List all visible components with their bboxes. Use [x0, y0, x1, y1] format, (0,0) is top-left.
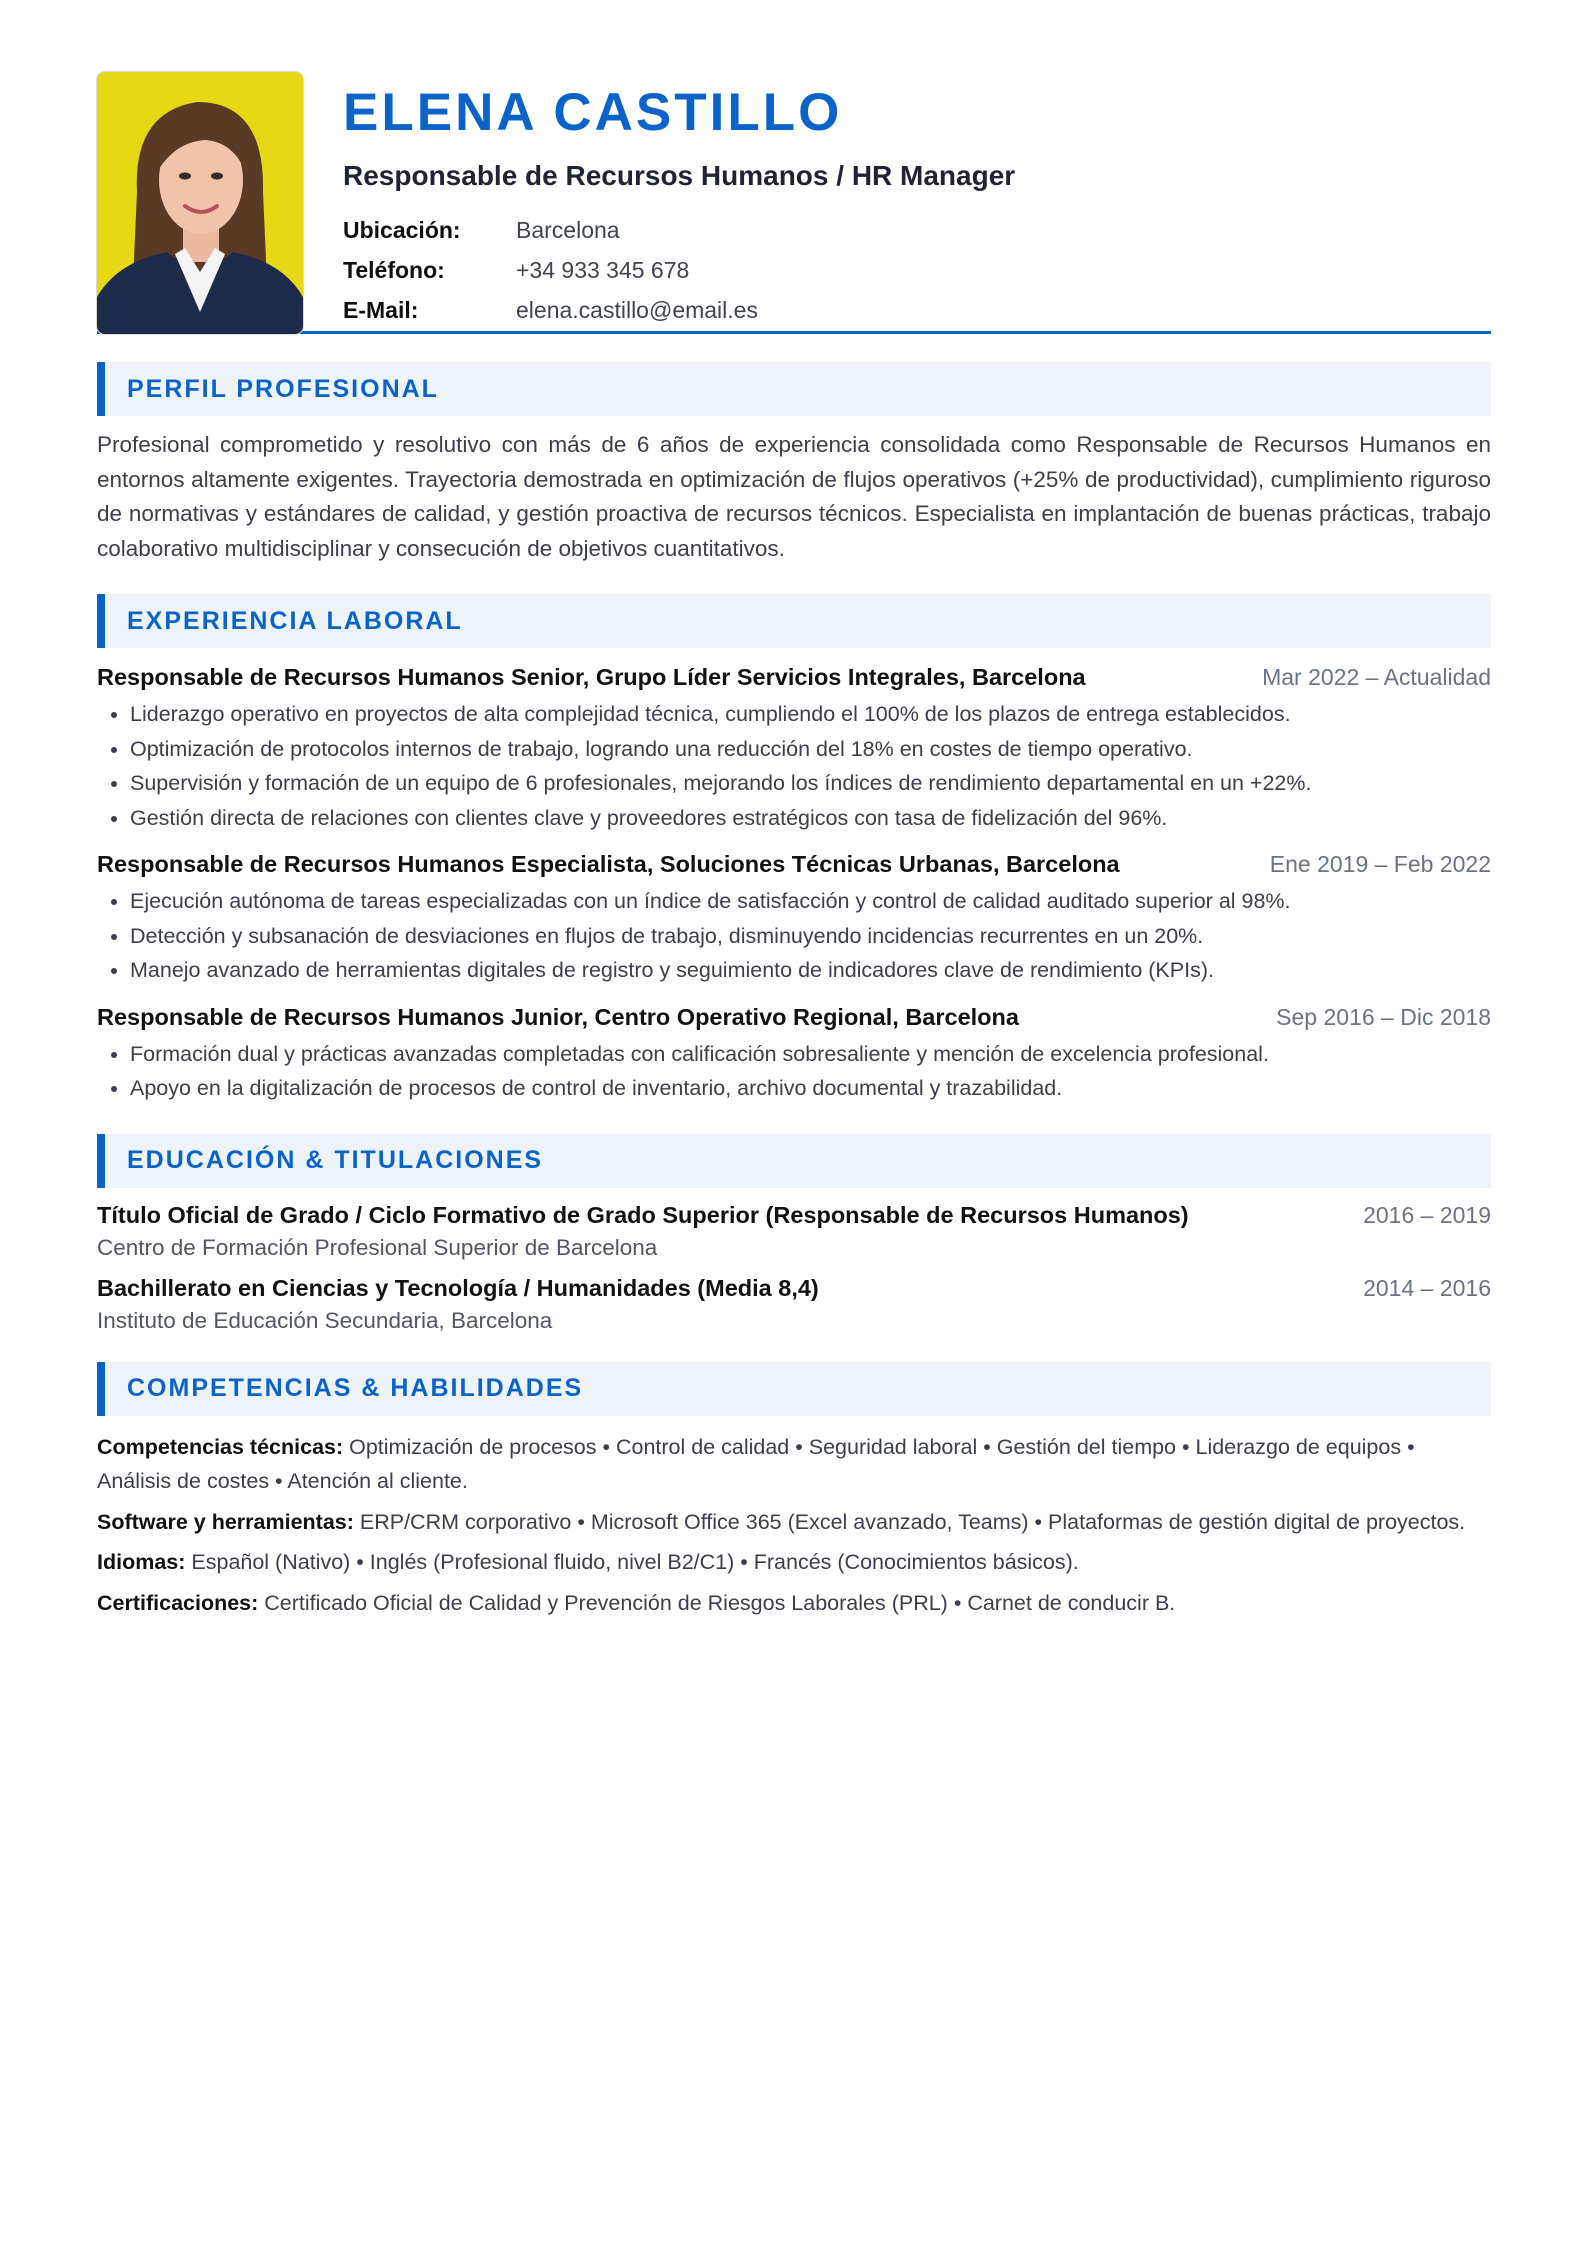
job-bullets [97, 884, 1491, 988]
job-title: Responsable de Recursos Humanos Especialista, Soluciones Técnicas Urbanas, Barcelona [97, 851, 1120, 877]
contact-value: +34 933 345 678 [516, 256, 690, 283]
candidate-name: ELENA CASTILLO [343, 83, 843, 142]
profile-photo [97, 72, 303, 334]
skill-row-certifications [97, 1586, 1491, 1621]
list-item: • Ejecución autónoma de tareas especializadas con un índice de satisfacción y control de calidad auditado superior al 98%. [130, 884, 1491, 919]
job-date: Mar 2022 – Actualidad [1262, 664, 1491, 690]
section-title-education: EDUCACIÓN & TITULACIONES [97, 1134, 1491, 1188]
education-header [97, 1202, 1491, 1229]
skill-label: Idiomas: [97, 1550, 192, 1574]
skill-value: Español (Nativo) • Inglés (Profesional fluido, nivel B2/C1) • Francés (Conocimientos básicos). [191, 1550, 1079, 1574]
contact-label: E-Mail: [343, 296, 419, 323]
job-header [97, 1004, 1491, 1031]
resume-header [97, 72, 1491, 334]
skill-value: Certificado Oficial de Calidad y Prevención de Riesgos Laborales (PRL) • Carnet de conducir B. [264, 1590, 1176, 1615]
section-title-skills: COMPETENCIAS & HABILIDADES [97, 1362, 1491, 1416]
list-item: • Liderazgo operativo en proyectos de alta complejidad técnica, cumpliendo el 100% de los plazos de entrega establecidos. [130, 697, 1491, 732]
job-header [97, 664, 1491, 691]
education-title: Título Oficial de Grado / Ciclo Formativo de Grado Superior (Responsable de Recursos Humanos) [97, 1201, 1189, 1228]
skill-row-languages [97, 1545, 1491, 1580]
contact-list [343, 210, 1015, 330]
job-bullets [97, 697, 1491, 835]
job-entry [97, 664, 1491, 835]
education-entry [97, 1275, 1491, 1334]
job-date: Sep 2016 – Dic 2018 [1276, 1003, 1491, 1030]
job-bullets [97, 1037, 1491, 1106]
education-date: 2016 – 2019 [1363, 1201, 1491, 1228]
section-title-experience: EXPERIENCIA LABORAL [97, 594, 1491, 648]
skill-value: Optimización de procesos • Control de calidad • Seguridad laboral • Gestión del tiempo • Liderazgo de equipos • Análisis de costes • Atención al cliente. [97, 1434, 1415, 1493]
job-header [97, 851, 1491, 878]
contact-label: Teléfono: [343, 256, 445, 283]
education-entry [97, 1202, 1491, 1261]
skill-row-software [97, 1505, 1491, 1540]
job-entry [97, 1004, 1491, 1106]
header-info [343, 72, 1015, 330]
skill-row-technical [97, 1430, 1491, 1499]
education-title: Bachillerato en Ciencias y Tecnología / Humanidades (Media 8,4) [97, 1274, 819, 1301]
education-school: Instituto de Educación Secundaria, Barcelona [97, 1307, 553, 1333]
contact-value: elena.castillo@email.es [516, 296, 758, 323]
list-item: • Manejo avanzado de herramientas digitales de registro y seguimiento de indicadores clave de rendimiento (KPIs). [130, 953, 1491, 988]
job-date: Ene 2019 – Feb 2022 [1269, 851, 1491, 877]
list-item: • Optimización de protocolos internos de trabajo, logrando una reducción del 18% en costes de tiempo operativo. [130, 732, 1491, 767]
education-header [97, 1275, 1491, 1302]
job-title: Responsable de Recursos Humanos Junior, Centro Operativo Regional, Barcelona [97, 1003, 1019, 1030]
education-date: 2014 – 2016 [1363, 1274, 1491, 1301]
skill-label: Software y herramientas: [97, 1509, 360, 1534]
list-item: • Formación dual y prácticas avanzadas completadas con calificación sobresaliente y mención de excelencia profesional. [130, 1037, 1491, 1072]
job-entry [97, 851, 1491, 988]
skill-value: ERP/CRM corporativo • Microsoft Office 365 (Excel avanzado, Teams) • Plataformas de gestión digital de proyectos. [359, 1509, 1466, 1534]
contact-value: Barcelona [516, 216, 620, 243]
portrait-image [97, 72, 303, 334]
education-school: Centro de Formación Profesional Superior de Barcelona [97, 1234, 658, 1260]
skill-label: Certificaciones: [97, 1590, 265, 1615]
job-title: Responsable de Recursos Humanos Senior, Grupo Líder Servicios Integrales, Barcelona [97, 664, 1086, 690]
list-item: • Detección y subsanación de desviaciones en flujos de trabajo, disminuyendo incidencias recurrentes en un 20%. [130, 919, 1491, 954]
contact-label: Ubicación: [343, 216, 461, 243]
list-item: • Apoyo en la digitalización de procesos de control de inventario, archivo documental y trazabilidad. [130, 1071, 1491, 1106]
list-item: • Supervisión y formación de un equipo de 6 profesionales, mejorando los índices de rendimiento departamental en un +22%. [130, 766, 1491, 801]
skills-list [97, 1430, 1491, 1621]
contact-phone [343, 250, 1015, 290]
section-title-profile: PERFIL PROFESIONAL [97, 362, 1491, 416]
skill-label: Competencias técnicas: [97, 1434, 350, 1459]
contact-email [343, 290, 1015, 330]
candidate-role: Responsable de Recursos Humanos / HR Manager [343, 160, 1016, 191]
list-item: • Gestión directa de relaciones con clientes clave y proveedores estratégicos con tasa de fidelización del 96%. [130, 801, 1491, 836]
profile-summary: Profesional comprometido y resolutivo con más de 6 años de experiencia consolidada como Responsable de Recursos Humanos en entornos altamente exigentes. Trayectoria demostrada en optimización de flujos operativos (+25% de productividad), cumplimiento riguroso de normativas y estándares de calidad, y gestión proactiva de recursos técnicos. Especialista en implantación de buenas prácticas, trabajo colaborativo multidisciplinar y consecución de objetivos cuantitativos. [97, 432, 1491, 561]
contact-location [343, 210, 1015, 250]
